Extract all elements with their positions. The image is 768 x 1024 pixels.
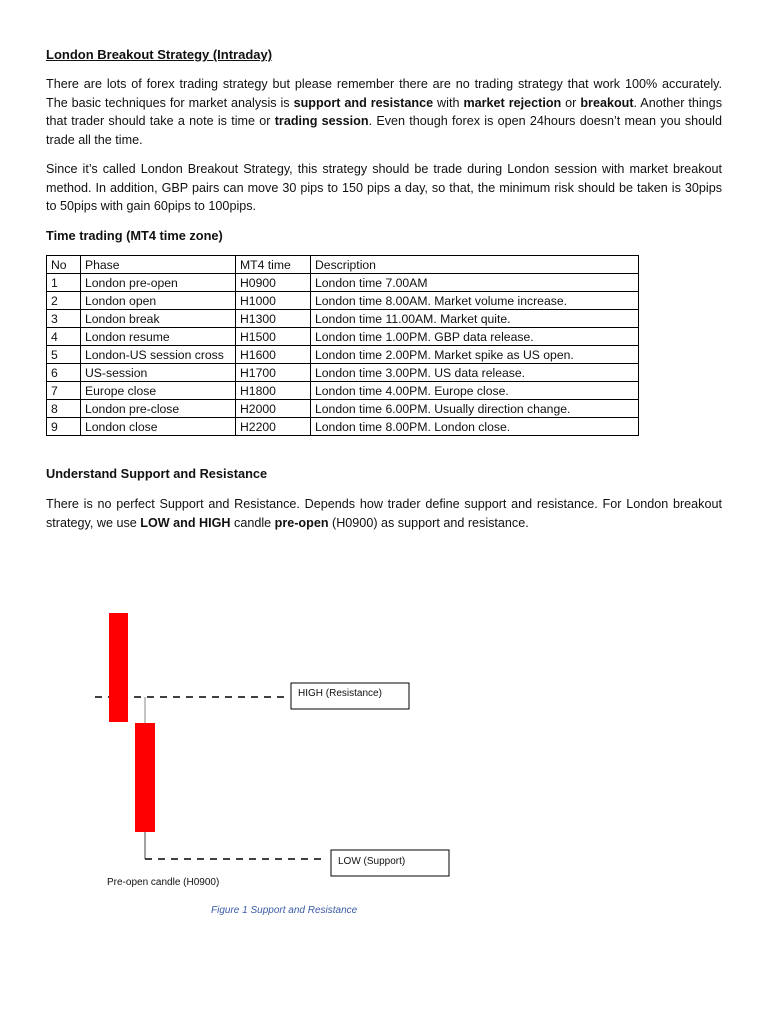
intro-p1-segment: breakout: [580, 95, 634, 110]
support-resistance-p-segment: LOW: [140, 515, 170, 530]
cell-no: 7: [47, 382, 81, 400]
cell-no: 9: [47, 418, 81, 436]
support-resistance-p-segment: candle: [230, 515, 275, 530]
cell-mt4-time: H1500: [236, 328, 311, 346]
support-resistance-p-segment: pre-open: [274, 515, 329, 530]
support-resistance-heading: Understand Support and Resistance: [46, 466, 268, 481]
cell-phase: London break: [81, 310, 236, 328]
cell-description: London time 1.00PM. GBP data release.: [311, 328, 639, 346]
cell-description: London time 11.00AM. Market quite.: [311, 310, 639, 328]
pre-open-candle: [135, 723, 155, 832]
intro-p1-segment: or: [561, 95, 581, 110]
intro-paragraph-2: Since it’s called London Breakout Strategy, this strategy should be trade during London session with market breakout method. In addition, GBP pairs can move 30 pips to 150 pips a day, so that, the minimum risk should be taken is 30pips to 50pips with gain 60pips to 100pips.: [46, 162, 722, 213]
cell-phase: London close: [81, 418, 236, 436]
cell-no: 8: [47, 400, 81, 418]
support-resistance-p-segment: There is no perfect Support and Resistance. Depends how trader define support and resistance. For London breakout strategy, we use: [46, 497, 722, 530]
support-resistance-p-segment: and: [169, 515, 200, 530]
figure-caption: Figure 1 Support and Resistance: [211, 905, 358, 916]
intro-p1-segment: There are lots of forex trading strategy but please remember there are no trading strategy that work 100% accurately. The basic techniques for market analysis is: [46, 77, 722, 110]
cell-description: London time 8.00PM. London close.: [311, 418, 639, 436]
cell-no: 1: [47, 274, 81, 292]
cell-description: London time 8.00AM. Market volume increase.: [311, 292, 639, 310]
cell-mt4-time: H2200: [236, 418, 311, 436]
intro-p1-segment: trading session: [274, 114, 369, 128]
column-header-description: Description: [311, 256, 639, 274]
document-title: London Breakout Strategy (Intraday): [46, 47, 273, 62]
cell-no: 6: [47, 364, 81, 382]
cell-phase: London pre-close: [81, 400, 236, 418]
intro-p1-segment: with: [433, 95, 464, 110]
cell-phase: US-session: [81, 364, 236, 382]
column-header-no: No: [47, 256, 81, 274]
cell-description: London time 3.00PM. US data release.: [311, 364, 639, 382]
cell-no: 5: [47, 346, 81, 364]
cell-description: London time 7.00AM: [311, 274, 639, 292]
first-candle: [109, 613, 128, 722]
cell-phase: Europe close: [81, 382, 236, 400]
intro-p1-segment: . Even though forex is open 24hours doesn’t mean you should trade all the time.: [46, 114, 722, 147]
support-resistance-p-segment: (H0900) as support and resistance.: [328, 515, 529, 530]
intro-p1-segment: support and resistance: [293, 95, 434, 110]
low-support-label: LOW (Support): [338, 856, 406, 867]
support-resistance-p-segment: HIGH: [199, 515, 231, 530]
cell-mt4-time: H0900: [236, 274, 311, 292]
cell-phase: London-US session cross: [81, 346, 236, 364]
time-trading-heading: Time trading (MT4 time zone): [46, 228, 223, 243]
cell-description: London time 4.00PM. Europe close.: [311, 382, 639, 400]
pre-open-candle-label: Pre-open candle (H0900): [107, 877, 220, 888]
intro-p1-segment: . Another things that trader should take a note is time or: [46, 95, 722, 128]
high-resistance-label: HIGH (Resistance): [298, 688, 382, 699]
cell-mt4-time: H2000: [236, 400, 311, 418]
cell-mt4-time: H1800: [236, 382, 311, 400]
cell-mt4-time: H1600: [236, 346, 311, 364]
cell-description: London time 6.00PM. Usually direction change.: [311, 400, 639, 418]
cell-mt4-time: H1000: [236, 292, 311, 310]
cell-no: 3: [47, 310, 81, 328]
intro-p1-segment: market rejection: [463, 95, 562, 110]
column-header-phase: Phase: [81, 256, 236, 274]
cell-no: 4: [47, 328, 81, 346]
cell-mt4-time: H1700: [236, 364, 311, 382]
cell-mt4-time: H1300: [236, 310, 311, 328]
cell-phase: London resume: [81, 328, 236, 346]
column-header-mt4-time: MT4 time: [236, 256, 311, 274]
cell-phase: London pre-open: [81, 274, 236, 292]
cell-no: 2: [47, 292, 81, 310]
cell-phase: London open: [81, 292, 236, 310]
cell-description: London time 2.00PM. Market spike as US open.: [311, 346, 639, 364]
